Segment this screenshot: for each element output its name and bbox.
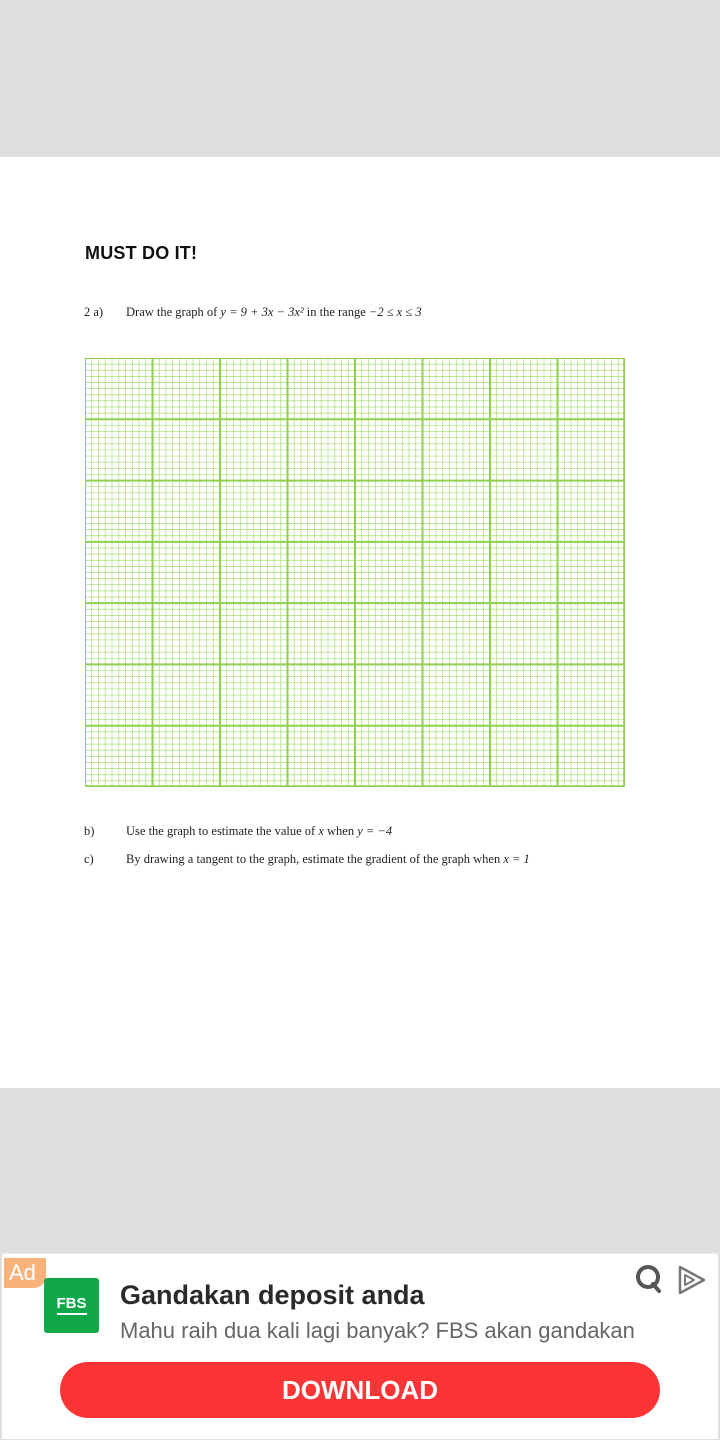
page-heading: MUST DO IT! bbox=[85, 243, 198, 263]
question-c bbox=[84, 852, 530, 867]
ad-icons bbox=[632, 1264, 708, 1296]
ad-description[interactable]: Mahu raih dua kali lagi banyak? FBS akan gandakan bbox=[120, 1318, 635, 1343]
question-text: By drawing a tangent to the graph, estimate the gradient of the graph when bbox=[126, 852, 504, 866]
ad-info-icon[interactable] bbox=[638, 1267, 659, 1291]
question-number: b) bbox=[84, 824, 95, 838]
question-number: c) bbox=[84, 852, 94, 866]
range: −2 ≤ x ≤ 3 bbox=[368, 305, 422, 319]
condition: y = −4 bbox=[357, 824, 393, 838]
document-page[interactable] bbox=[0, 157, 720, 1088]
download-button[interactable]: DOWNLOAD bbox=[60, 1362, 660, 1418]
ad-choices-icon[interactable] bbox=[680, 1267, 704, 1293]
graph-paper bbox=[85, 358, 625, 787]
ad-title[interactable]: Gandakan deposit anda bbox=[120, 1280, 425, 1310]
logo-text: FBS bbox=[57, 1295, 87, 1315]
question-2a bbox=[84, 305, 422, 320]
question-text-mid: in the range bbox=[303, 305, 369, 319]
ad-badge: Ad bbox=[4, 1258, 46, 1288]
variable: x bbox=[318, 824, 324, 838]
question-b bbox=[84, 824, 392, 839]
equation: y = 9 + 3x − 3x² bbox=[220, 305, 304, 319]
ad-banner[interactable] bbox=[2, 1253, 718, 1439]
question-number: 2 a) bbox=[84, 305, 104, 319]
question-text: Draw the graph of bbox=[126, 305, 221, 319]
question-text: Use the graph to estimate the value of bbox=[126, 824, 319, 838]
fbs-logo[interactable] bbox=[44, 1278, 99, 1333]
graph-paper-grid bbox=[85, 358, 625, 787]
condition: x = 1 bbox=[503, 852, 530, 866]
question-text-mid: when bbox=[323, 824, 358, 838]
